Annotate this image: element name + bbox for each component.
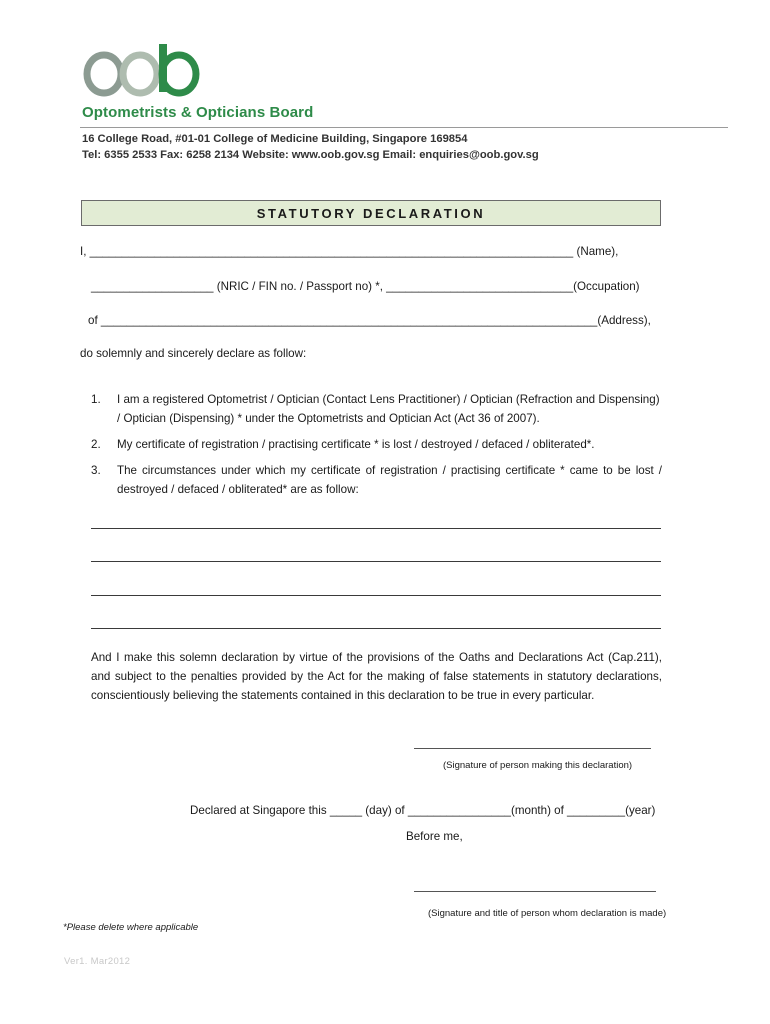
declarant-signature-line[interactable] <box>414 748 651 749</box>
item-text: The circumstances under which my certificate of registration / practising certificate * came to be lost / <box>117 464 662 477</box>
title-banner <box>81 200 661 226</box>
name-field[interactable]: I, ___________________________________________________________________________ (Name), <box>80 245 619 258</box>
closing-text: conscientiously believing the statements contained in this declaration to be true in every particular. <box>91 689 595 702</box>
org-address: 16 College Road, #01-01 College of Medicine Building, Singapore 169854 <box>82 133 468 145</box>
item-text: I am a registered Optometrist / Optician (Contact Lens Practitioner) / Optician (Refraction and Dispensing) <box>117 393 660 406</box>
item-number: 3. <box>91 464 101 477</box>
address-field[interactable]: of _____________________________________________________________________________(Address), <box>88 314 651 327</box>
item-text: My certificate of registration / practising certificate * is lost / destroyed / defaced / obliterated*. <box>117 438 595 451</box>
org-contact: Tel: 6355 2533 Fax: 6258 2134 Website: www.oob.gov.sg Email: enquiries@oob.gov.sg <box>82 149 539 161</box>
answer-line[interactable] <box>91 595 661 596</box>
page-title: STATUTORY DECLARATION <box>256 206 486 221</box>
witness-signature-label: (Signature and title of person whom declaration is made) <box>428 908 667 919</box>
item-number: 1. <box>91 393 101 406</box>
version-label: Ver1. Mar2012 <box>64 956 131 967</box>
answer-line[interactable] <box>91 528 661 529</box>
footnote: *Please delete where applicable <box>63 922 199 933</box>
answer-line[interactable] <box>91 628 661 629</box>
answer-line[interactable] <box>91 561 661 562</box>
item-text: / Optician (Dispensing) * under the Optometrists and Optician Act (Act 36 of 2007). <box>117 412 540 425</box>
before-me-text: Before me, <box>406 830 463 843</box>
oob-logo <box>82 44 210 100</box>
org-name: Optometrists & Opticians Board <box>82 104 314 121</box>
declared-at-field[interactable]: Declared at Singapore this _____ (day) of ________________(month) of _________(year) <box>190 804 656 817</box>
item-number: 2. <box>91 438 101 451</box>
closing-text: and subject to the penalties provided by the Act for the making of false statements in statutory declarations, <box>91 670 662 683</box>
declarant-signature-label: (Signature of person making this declaration) <box>443 760 633 771</box>
witness-signature-line[interactable] <box>414 891 656 892</box>
item-text: destroyed / defaced / obliterated* are as follow: <box>117 483 359 496</box>
closing-text: And I make this solemn declaration by virtue of the provisions of the Oaths and Declarations Act (Cap.211), <box>91 651 662 664</box>
header-divider <box>80 127 728 128</box>
nric-occupation-field[interactable]: ___________________ (NRIC / FIN no. / Passport no) *, _____________________________(Occupation) <box>91 280 640 293</box>
intro-text: do solemnly and sincerely declare as follow: <box>80 347 307 360</box>
